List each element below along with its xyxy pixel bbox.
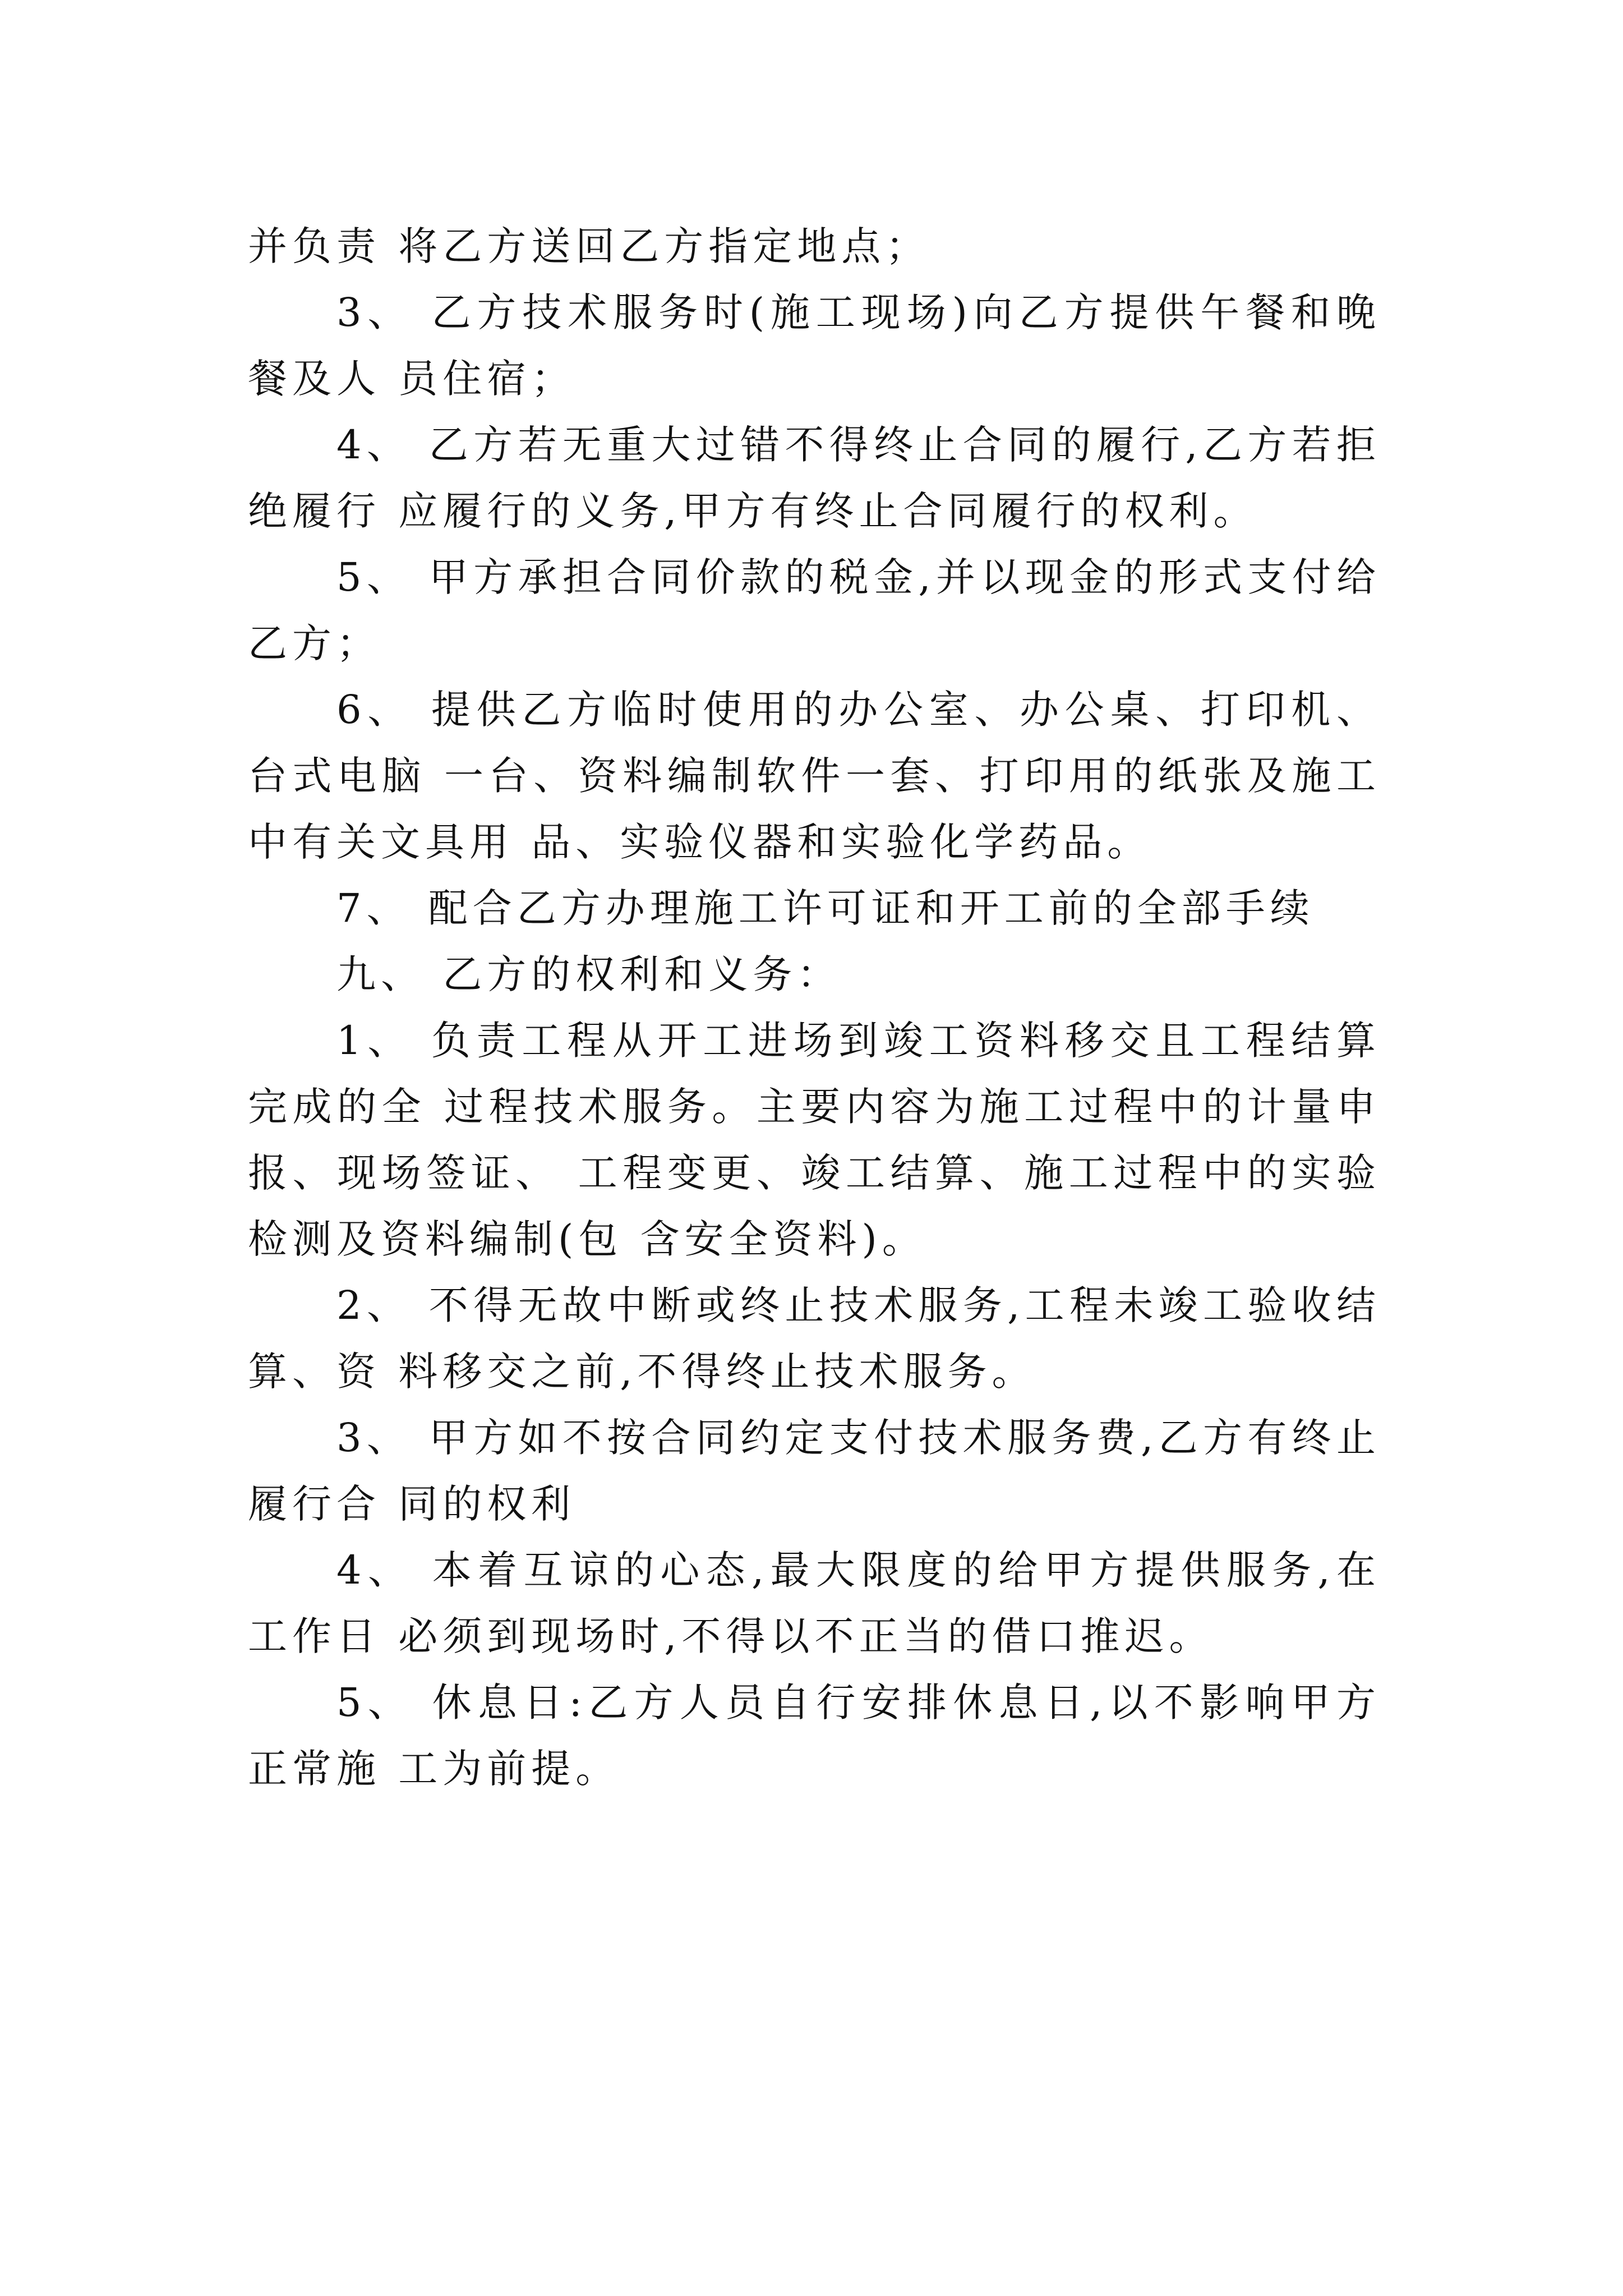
paragraph-party-a-item-5: 5、 甲方承担合同价款的税金,并以现金的形式支付给乙方；: [248, 554, 1381, 666]
paragraph-party-b-item-1: 1、 负责工程从开工进场到竣工资料移交且工程结算完成的全 过程技术服务。主要内容为施工过程中的计量申报、现场签证、 工程变更、竣工结算、施工过程中的实验检测及资料编制(包 含安全资料)。: [248, 1018, 1381, 1262]
paragraph-party-a-item-6: 6、 提供乙方临时使用的办公室、办公桌、打印机、台式电脑 一台、资料编制软件一套、打印用的纸张及施工中有关文具用 品、实验仪器和实验化学药品。: [248, 687, 1381, 865]
section-heading-party-b-rights: 九、 乙方的权利和义务：: [336, 951, 842, 997]
paragraph-party-b-item-2: 2、 不得无故中断或终止技术服务,工程未竣工验收结算、资 料移交之前,不得终止技术服务。: [248, 1282, 1381, 1395]
paragraph-party-a-item-7: 7、 配合乙方办理施工许可证和开工前的全部手续: [336, 885, 1315, 931]
paragraph-party-b-item-3: 3、 甲方如不按合同约定支付技术服务费,乙方有终止履行合 同的权利: [248, 1415, 1381, 1527]
document-body: [248, 213, 1381, 1802]
paragraph-continuation: 并负责 将乙方送回乙方指定地点；: [248, 223, 930, 269]
paragraph-party-b-item-4: 4、 本着互谅的心态,最大限度的给甲方提供服务,在工作日 必须到现场时,不得以不正当的借口推迟。: [248, 1547, 1381, 1659]
paragraph-party-a-item-3: 3、 乙方技术服务时(施工现场)向乙方提供午餐和晚餐及人 员住宿；: [248, 289, 1381, 402]
paragraph-party-a-item-4: 4、 乙方若无重大过错不得终止合同的履行,乙方若拒绝履行 应履行的义务,甲方有终止合同履行的权利。: [248, 422, 1381, 534]
paragraph-party-b-item-5: 5、 休息日:乙方人员自行安排休息日,以不影响甲方正常施 工为前提。: [248, 1680, 1381, 1792]
